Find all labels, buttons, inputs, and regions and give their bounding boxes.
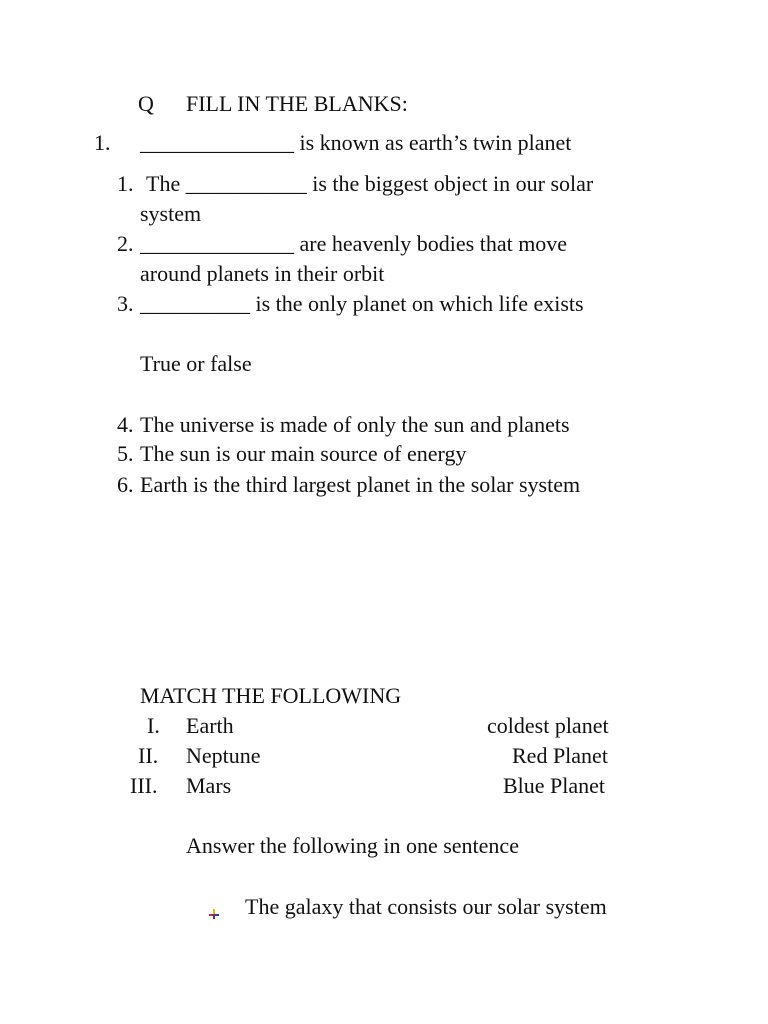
match-left-item: Mars [186, 773, 232, 798]
question-text-continued: around planets in their orbit [140, 261, 385, 286]
question-text: The sun is our main source of energy [140, 441, 467, 466]
section-title-answer: Answer the following in one sentence [186, 833, 519, 858]
match-left-item: Neptune [186, 743, 261, 768]
section-title-true-false: True or false [140, 351, 252, 376]
roman-numeral: I. [147, 713, 160, 738]
question-text: The universe is made of only the sun and planets [140, 412, 570, 437]
match-left-item: Earth [186, 713, 234, 738]
question-number: 2. [117, 231, 134, 256]
roman-numeral: II. [138, 743, 159, 768]
match-right-item: Blue Planet [503, 773, 606, 798]
question-number: 6. [117, 472, 134, 497]
answer-question-text: The galaxy that consists our solar system [245, 894, 607, 919]
question-number: 4. [117, 412, 134, 437]
roman-numeral: III. [130, 773, 158, 798]
question-text: Earth is the third largest planet in the solar system [140, 472, 581, 497]
question-number: 1. [117, 171, 134, 196]
question-text-continued: system [140, 201, 202, 226]
question-number: 1. [94, 130, 111, 155]
section-title-match: MATCH THE FOLLOWING [140, 683, 402, 708]
question-text: ______________ are heavenly bodies that move [140, 231, 568, 256]
question-number: 5. [117, 441, 134, 466]
question-text: __________ is the only planet on which life exists [140, 291, 584, 316]
question-label: Q [138, 91, 154, 116]
question-text: The ___________ is the biggest object in our solar [146, 171, 594, 196]
section-title-fill-blanks: FILL IN THE BLANKS: [186, 91, 408, 116]
match-right-item: coldest planet [487, 713, 609, 738]
question-number: 3. [117, 291, 134, 316]
question-text: ______________ is known as earth’s twin planet [140, 130, 572, 155]
match-right-item: Red Planet [512, 743, 608, 768]
arrow-bullet-icon [208, 902, 220, 914]
